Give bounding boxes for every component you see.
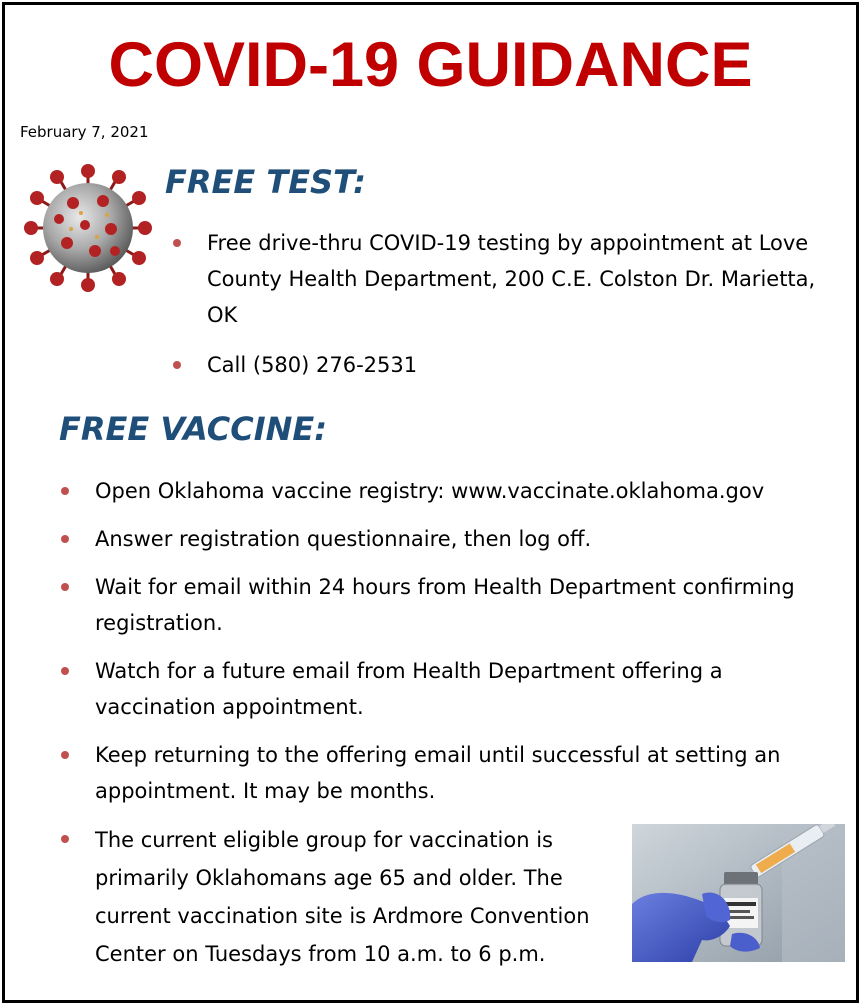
list-item: [207, 347, 827, 383]
publish-date: February 7, 2021: [20, 123, 149, 141]
bullet-icon: [61, 583, 69, 591]
bullet-icon: [173, 239, 181, 247]
vaccine-vial-image: [632, 824, 845, 962]
list-item: [207, 225, 827, 333]
list-item: [95, 653, 840, 725]
page-title: COVID-19 GUIDANCE: [108, 30, 753, 100]
list-item-text: Watch for a future email from Health Department offering a vaccination appointment.: [95, 659, 723, 719]
bullet-icon: [173, 361, 181, 369]
list-item-text: Answer registration questionnaire, then log off.: [95, 527, 592, 551]
bullet-icon: [61, 487, 69, 495]
list-item: [95, 473, 840, 509]
list-item: [95, 737, 840, 809]
bullet-icon: [61, 835, 69, 843]
free-vaccine-heading: FREE VACCINE:: [59, 410, 328, 448]
free-test-list: [207, 225, 827, 397]
list-item-text: Open Oklahoma vaccine registry: www.vaccinate.oklahoma.gov: [95, 479, 765, 503]
list-item: [95, 821, 615, 973]
bullet-icon: [61, 751, 69, 759]
bullet-icon: [61, 667, 69, 675]
list-item-text: The current eligible group for vaccination is primarily Oklahomans age 65 and older. The current vaccination site is Ardmore Convention Center on Tuesdays from 10 a.m. to 6 p.m.: [95, 828, 590, 966]
coronavirus-image: [23, 163, 153, 293]
free-test-heading: FREE TEST:: [165, 163, 366, 201]
list-item-text: Free drive-thru COVID-19 testing by appointment at Love County Health Department, 200 C.E. Colston Dr. Marietta, OK: [207, 231, 816, 327]
list-item: [95, 569, 840, 641]
list-item: [95, 521, 840, 557]
list-item-text: Call (580) 276-2531: [207, 353, 418, 377]
list-item-text: Keep returning to the offering email until successful at setting an appointment. It may be months.: [95, 743, 781, 803]
bullet-icon: [61, 535, 69, 543]
flyer-page: [2, 2, 859, 1003]
list-item-text: Wait for email within 24 hours from Health Department confirming registration.: [95, 575, 795, 635]
